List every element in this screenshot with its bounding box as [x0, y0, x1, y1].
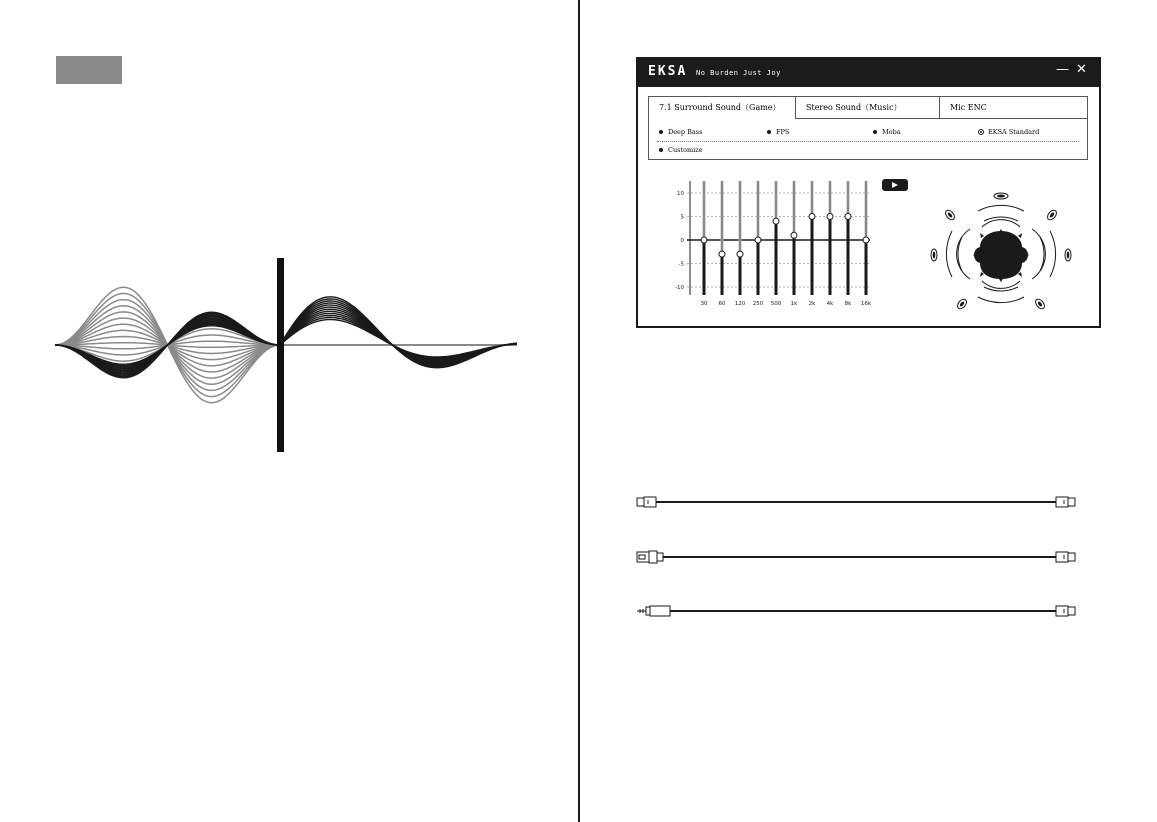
- usb-c-to-usb-c-cable: [636, 494, 1078, 510]
- eksa-logo: EKSA: [648, 64, 688, 79]
- tab-mic-enc[interactable]: Mic ENC: [939, 97, 1087, 119]
- eq-frequency-label: 60: [718, 301, 726, 307]
- eq-slider-handle[interactable]: [827, 214, 833, 220]
- eq-frequency-label: 250: [752, 301, 764, 307]
- eq-slider-handle[interactable]: [701, 237, 707, 243]
- audio-jack-to-usb-c-cable: [636, 603, 1078, 619]
- preset-moba[interactable]: [873, 128, 901, 136]
- page-divider: [578, 0, 580, 822]
- bullet-icon: [873, 130, 877, 134]
- eq-slider-handle[interactable]: [719, 251, 725, 257]
- eksa-app-window: [636, 57, 1101, 328]
- tab-surround-sound[interactable]: 7.1 Surround Sound（Game）: [659, 103, 781, 112]
- bullet-icon: [659, 130, 663, 134]
- preset-label: FPS: [776, 128, 790, 136]
- eq-frequency-label: 8k: [844, 301, 852, 307]
- eq-slider-handle[interactable]: [809, 214, 815, 220]
- eq-frequency-label: 120: [734, 301, 746, 307]
- play-button[interactable]: [882, 179, 908, 191]
- eq-y-tick-label: 0: [680, 238, 684, 244]
- preset-fps[interactable]: [767, 128, 789, 136]
- tab-stereo-sound[interactable]: Stereo Sound（Music）: [795, 97, 939, 119]
- eq-frequency-label: 16k: [860, 301, 872, 307]
- eq-slider-handle[interactable]: [755, 237, 761, 243]
- title-bar: [638, 59, 1099, 87]
- equalizer: [658, 177, 878, 317]
- eq-slider-handle[interactable]: [791, 232, 797, 238]
- preset-customize[interactable]: [659, 146, 703, 154]
- eq-frequency-label: 30: [700, 301, 708, 307]
- mode-panel: [648, 96, 1088, 160]
- section-tab-marker: [56, 56, 122, 84]
- preset-label: Customize: [668, 146, 703, 154]
- preset-label: Deep Bass: [668, 128, 703, 136]
- minimize-icon[interactable]: —: [1056, 62, 1069, 77]
- close-icon[interactable]: ✕: [1076, 62, 1087, 77]
- eq-frequency-label: 2k: [808, 301, 816, 307]
- eq-slider-handle[interactable]: [773, 218, 779, 224]
- eq-slider-handle[interactable]: [863, 237, 869, 243]
- app-slogan: No Burden Just Joy: [696, 69, 781, 77]
- eq-frequency-label: 1k: [790, 301, 798, 307]
- eq-slider-handle[interactable]: [737, 251, 743, 257]
- radio-selected-icon: [978, 129, 984, 135]
- eq-slider-handle[interactable]: [845, 214, 851, 220]
- eq-y-tick-label: -5: [678, 261, 684, 268]
- bullet-icon: [659, 148, 663, 152]
- sound-wave-illustration: [55, 255, 517, 455]
- separator: [657, 141, 1079, 142]
- bullet-icon: [767, 130, 771, 134]
- eq-y-tick-label: -10: [675, 285, 684, 291]
- surround-speaker-icon[interactable]: [926, 189, 1076, 319]
- preset-label: Moba: [882, 128, 901, 136]
- preset-deep-bass[interactable]: [659, 128, 702, 136]
- preset-eksa-standard[interactable]: [978, 128, 1039, 136]
- preset-label: EKSA Standard: [988, 128, 1040, 136]
- eq-frequency-label: 4k: [826, 301, 834, 307]
- eq-y-tick-label: 10: [677, 191, 684, 197]
- eq-frequency-label: 500: [770, 301, 782, 307]
- usb-a-to-usb-c-cable: [636, 549, 1078, 565]
- eq-y-tick-label: 5: [680, 214, 684, 221]
